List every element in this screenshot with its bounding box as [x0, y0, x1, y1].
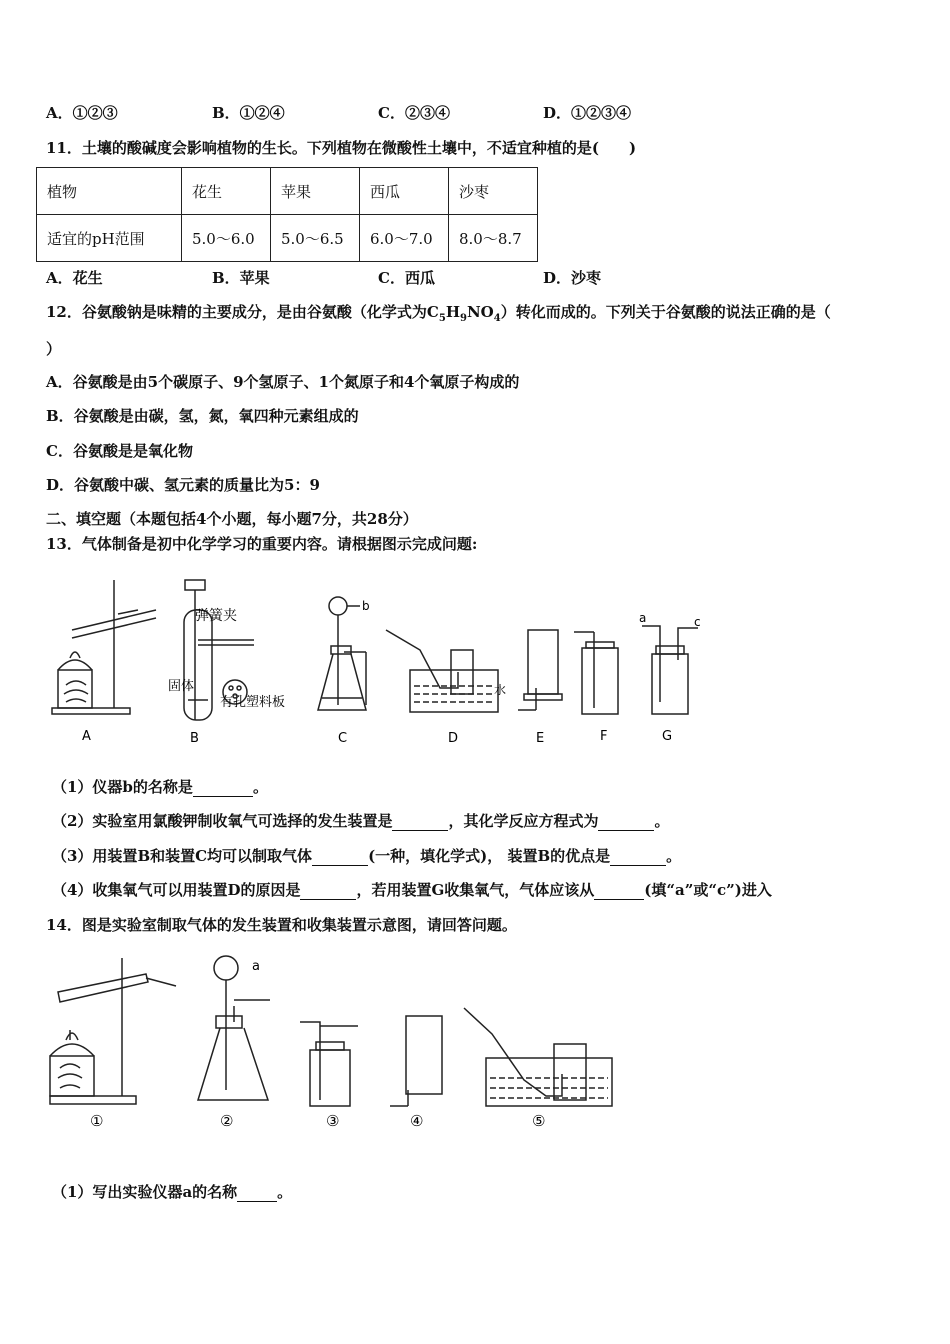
q14-sub1: （1）写出实验仪器a的名称 。	[52, 1183, 293, 1201]
table-cell: 沙枣	[449, 168, 538, 215]
label-solid: 固体	[168, 679, 195, 694]
q10-option-a: A．①②③	[46, 104, 118, 122]
q14-stem: 14．图是实验室制取气体的发生装置和收集装置示意图，请回答问题。	[46, 916, 517, 934]
table-cell: 苹果	[271, 168, 360, 215]
label-water: 水	[494, 683, 507, 697]
q13-stem: 13．气体制备是初中化学学习的重要内容。请根据图示完成问题:	[46, 535, 478, 553]
table-row	[37, 168, 538, 215]
table-cell: 6.0～7.0	[360, 215, 449, 262]
q12-option-a: A．谷氨酸是由5个碳原子、9个氢原子、1个氮原子和4个氧原子构成的	[46, 373, 520, 391]
apparatus-3	[300, 1022, 358, 1106]
apparatus-e	[518, 630, 562, 710]
label-A: A	[82, 729, 91, 744]
label-a: a	[252, 959, 260, 974]
answer-blank[interactable]	[300, 881, 356, 900]
label-b: b	[362, 599, 370, 613]
label-5: ⑤	[532, 1112, 546, 1130]
q10-option-b: B．①②④	[212, 104, 285, 122]
label-F: F	[600, 729, 608, 744]
q13-apparatus-figure	[48, 570, 728, 750]
q13-sub2: （2）实验室用氯酸钾制收氧气可选择的发生装置是 ，其化学反应方程式为 。	[52, 812, 670, 830]
q12-stem-close: ）	[46, 340, 62, 358]
answer-blank[interactable]	[610, 847, 666, 866]
label-c: c	[694, 615, 701, 629]
q11-option-a: A．花生	[46, 269, 103, 287]
q12-stem-part2: ）转化而成的。下列关于谷氨酸的说法正确的是（	[500, 303, 831, 321]
label-spring-clip: 弹簧夹	[195, 608, 237, 624]
q12-option-c: C．谷氨酸是是氧化物	[46, 442, 193, 460]
section-title: 二、填空题（本题包括4个小题，每小题7分，共28分）	[46, 510, 418, 528]
answer-blank[interactable]	[392, 812, 448, 831]
apparatus-c	[318, 597, 366, 710]
label-3: ③	[326, 1112, 340, 1130]
label-a: a	[639, 611, 647, 625]
table-cell: 5.0～6.5	[271, 215, 360, 262]
q12-option-d: D．谷氨酸中碳、氢元素的质量比为5：9	[46, 476, 320, 494]
q13-sub4: （4）收集氧气可以用装置D的原因是 ，若用装置G收集氧气，气体应该从 (填“a”或“c”)进入	[52, 881, 772, 899]
answer-blank[interactable]	[312, 847, 368, 866]
answer-blank[interactable]	[237, 1183, 277, 1202]
apparatus-5	[464, 1008, 612, 1106]
apparatus-d	[386, 630, 498, 712]
table-cell: 花生	[182, 168, 271, 215]
apparatus-g	[642, 626, 698, 714]
q12-stem	[46, 301, 831, 324]
ph-table	[36, 167, 538, 262]
label-D: D	[448, 731, 459, 746]
answer-blank[interactable]	[598, 812, 654, 831]
q12-stem-part1: 12．谷氨酸钠是味精的主要成分，是由谷氨酸（化学式为	[46, 303, 427, 321]
label-G: G	[662, 729, 673, 744]
apparatus-f	[574, 632, 618, 714]
apparatus-1	[50, 958, 176, 1104]
apparatus-2	[198, 956, 270, 1100]
table-cell: 8.0～8.7	[449, 215, 538, 262]
apparatus-4	[390, 1016, 442, 1106]
q11-stem: 11．土壤的酸碱度会影响植物的生长。下列植物在微酸性土壤中，不适宜种植的是( )	[46, 139, 637, 157]
label-1: ①	[90, 1112, 104, 1130]
q10-option-c: C．②③④	[378, 104, 450, 122]
q11-option-b: B．苹果	[212, 269, 270, 287]
q13-sub1: （1）仪器b的名称是 。	[52, 778, 268, 796]
table-cell: 西瓜	[360, 168, 449, 215]
q11-option-d: D．沙枣	[543, 269, 602, 287]
q13-sub3: （3）用装置B和装置C均可以制取气体 (一种，填化学式)， 装置B的优点是 。	[52, 847, 682, 865]
label-B: B	[190, 731, 199, 746]
formula: $C_5H_9NO_4$	[426, 303, 501, 324]
q11-option-c: C．西瓜	[378, 269, 435, 287]
label-plate: 有孔塑料板	[220, 695, 286, 710]
q10-option-d: D．①②③④	[543, 104, 632, 122]
q14-apparatus-figure	[46, 950, 626, 1135]
label-4: ④	[410, 1112, 424, 1130]
table-cell: 5.0～6.0	[182, 215, 271, 262]
apparatus-a	[52, 580, 156, 714]
q12-option-b: B．谷氨酸是由碳，氢，氮，氧四种元素组成的	[46, 407, 359, 425]
table-cell: 适宜的pH范围	[37, 215, 182, 262]
label-2: ②	[220, 1112, 234, 1130]
table-cell: 植物	[37, 168, 182, 215]
label-C: C	[338, 731, 348, 746]
answer-blank[interactable]	[193, 778, 253, 797]
answer-blank[interactable]	[594, 881, 644, 900]
table-row	[37, 215, 538, 262]
label-E: E	[536, 731, 545, 746]
